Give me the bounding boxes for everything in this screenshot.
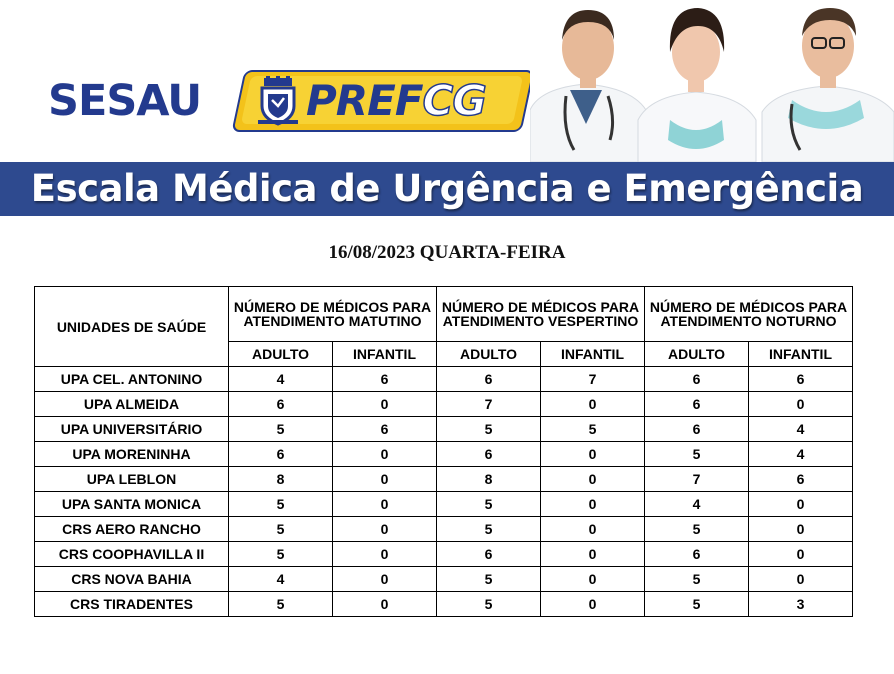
unit-name: CRS NOVA BAHIA [35, 567, 229, 592]
unit-name: UPA CEL. ANTONINO [35, 367, 229, 392]
count-cell: 0 [541, 542, 645, 567]
count-cell: 5 [229, 417, 333, 442]
table-row [35, 492, 853, 517]
count-cell: 5 [645, 592, 749, 617]
count-cell: 6 [333, 367, 437, 392]
units-header: UNIDADES DE SAÚDE [35, 287, 229, 367]
count-cell: 0 [333, 542, 437, 567]
count-cell: 8 [437, 467, 541, 492]
unit-name: UPA UNIVERSITÁRIO [35, 417, 229, 442]
schedule-date: 16/08/2023 QUARTA-FEIRA [328, 242, 566, 263]
count-cell: 8 [229, 467, 333, 492]
count-cell: 6 [749, 467, 853, 492]
table-row [35, 417, 853, 442]
subheader-child: INFANTIL [333, 342, 437, 367]
table-row [35, 592, 853, 617]
count-cell: 5 [645, 442, 749, 467]
count-cell: 0 [749, 567, 853, 592]
table-row [35, 392, 853, 417]
header-matutino: NÚMERO DE MÉDICOS PARA ATENDIMENTO MATUTINO [229, 287, 437, 342]
doctor-schedule-table [34, 286, 853, 617]
table-row [35, 442, 853, 467]
count-cell: 0 [333, 492, 437, 517]
count-cell: 0 [541, 592, 645, 617]
count-cell: 0 [333, 567, 437, 592]
count-cell: 6 [645, 417, 749, 442]
count-cell: 0 [333, 392, 437, 417]
subheader-adult: ADULTO [645, 342, 749, 367]
header-vespertino: NÚMERO DE MÉDICOS PARA ATENDIMENTO VESPERTINO [437, 287, 645, 342]
count-cell: 5 [437, 592, 541, 617]
count-cell: 4 [749, 442, 853, 467]
count-cell: 5 [541, 417, 645, 442]
count-cell: 0 [749, 517, 853, 542]
count-cell: 4 [229, 367, 333, 392]
count-cell: 6 [437, 367, 541, 392]
count-cell: 0 [749, 542, 853, 567]
count-cell: 4 [645, 492, 749, 517]
count-cell: 0 [333, 467, 437, 492]
unit-name: CRS AERO RANCHO [35, 517, 229, 542]
prefcg-wordmark: PREFCG [306, 76, 486, 125]
count-cell: 0 [541, 392, 645, 417]
count-cell: 7 [541, 367, 645, 392]
table-row [35, 467, 853, 492]
count-cell: 0 [749, 392, 853, 417]
count-cell: 6 [645, 542, 749, 567]
unit-name: UPA SANTA MONICA [35, 492, 229, 517]
count-cell: 6 [645, 367, 749, 392]
count-cell: 0 [333, 442, 437, 467]
subheader-child: INFANTIL [749, 342, 853, 367]
count-cell: 5 [437, 517, 541, 542]
count-cell: 6 [437, 442, 541, 467]
table-row [35, 517, 853, 542]
count-cell: 0 [541, 517, 645, 542]
count-cell: 7 [437, 392, 541, 417]
count-cell: 6 [645, 392, 749, 417]
count-cell: 5 [437, 492, 541, 517]
table-row [35, 367, 853, 392]
prefcg-logo [238, 70, 528, 132]
subheader-adult: ADULTO [437, 342, 541, 367]
page-title: Escala Médica de Urgência e Emergência [30, 167, 864, 210]
unit-name: UPA MORENINHA [35, 442, 229, 467]
doctors-photo [530, 0, 894, 162]
count-cell: 6 [437, 542, 541, 567]
count-cell: 5 [229, 592, 333, 617]
unit-name: CRS COOPHAVILLA II [35, 542, 229, 567]
count-cell: 0 [541, 442, 645, 467]
count-cell: 3 [749, 592, 853, 617]
count-cell: 6 [749, 367, 853, 392]
table-row [35, 567, 853, 592]
count-cell: 0 [333, 592, 437, 617]
title-banner [0, 162, 894, 216]
count-cell: 6 [333, 417, 437, 442]
subheader-adult: ADULTO [229, 342, 333, 367]
count-cell: 0 [541, 467, 645, 492]
count-cell: 5 [437, 567, 541, 592]
count-cell: 0 [541, 492, 645, 517]
count-cell: 7 [645, 467, 749, 492]
unit-name: UPA ALMEIDA [35, 392, 229, 417]
count-cell: 5 [229, 542, 333, 567]
count-cell: 0 [333, 517, 437, 542]
count-cell: 5 [645, 517, 749, 542]
sesau-logo: SESAU [48, 76, 202, 126]
unit-name: CRS TIRADENTES [35, 592, 229, 617]
subheader-child: INFANTIL [541, 342, 645, 367]
count-cell: 0 [749, 492, 853, 517]
count-cell: 5 [229, 517, 333, 542]
count-cell: 5 [437, 417, 541, 442]
count-cell: 6 [229, 392, 333, 417]
count-cell: 6 [229, 442, 333, 467]
header-noturno: NÚMERO DE MÉDICOS PARA ATENDIMENTO NOTURNO [645, 287, 853, 342]
header [0, 0, 894, 162]
count-cell: 0 [541, 567, 645, 592]
count-cell: 5 [645, 567, 749, 592]
count-cell: 4 [749, 417, 853, 442]
count-cell: 4 [229, 567, 333, 592]
count-cell: 5 [229, 492, 333, 517]
unit-name: UPA LEBLON [35, 467, 229, 492]
city-crest-icon [254, 76, 302, 126]
table-row [35, 542, 853, 567]
